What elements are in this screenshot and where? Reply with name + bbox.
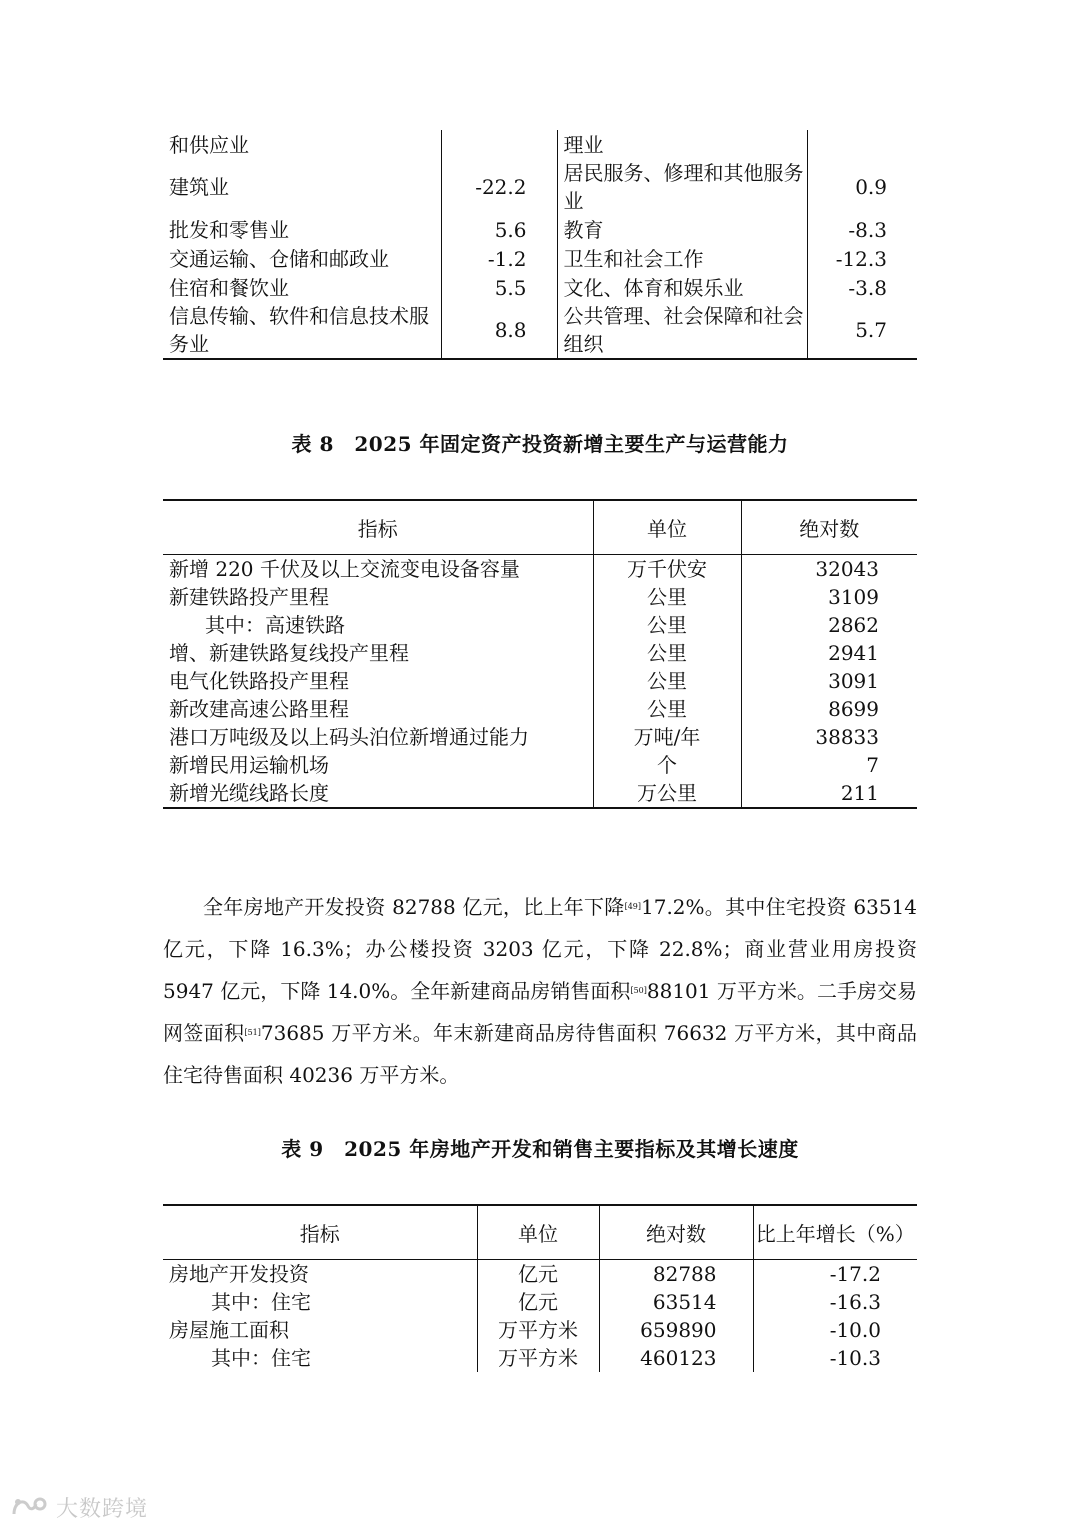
- paragraph-text: 全年房地产开发投资 82788 亿元，比上年下降: [203, 895, 625, 919]
- table8: [163, 499, 917, 809]
- absolute-value: 7: [866, 753, 879, 777]
- unit: 亿元: [477, 1288, 599, 1316]
- industry-name: 公共管理、社会保障和社会组织: [557, 302, 807, 359]
- table-row: [163, 273, 917, 302]
- unit: 公里: [593, 583, 741, 611]
- growth-value: 5.7: [807, 302, 917, 359]
- growth-value: -3.8: [848, 275, 887, 300]
- table-row: [163, 779, 917, 808]
- absolute-value: 2941: [828, 641, 879, 665]
- column-header: 单位: [593, 500, 741, 555]
- growth-value: -22.2: [441, 159, 557, 215]
- indicator-name: 其中：住宅: [163, 1288, 477, 1316]
- industry-name: 交通运输、仓储和邮政业: [163, 244, 441, 273]
- absolute-value: 38833: [815, 725, 879, 749]
- watermark: [10, 1492, 148, 1522]
- indicator-name: 新建铁路投产里程: [163, 583, 593, 611]
- indicator-name: 新增光缆线路长度: [163, 779, 593, 808]
- table-row: [163, 159, 917, 215]
- table-row: [163, 244, 917, 273]
- footnote-ref[interactable]: [50]: [630, 986, 647, 995]
- unit: 公里: [593, 667, 741, 695]
- growth-value: [807, 130, 917, 159]
- watermark-logo-icon: [10, 1494, 50, 1520]
- paragraph-text: 17.2%。其中住宅投资 63514 亿元，下降 16.3%；办公楼投资 3203 亿元，下降 22.8%；商业营业用房投资 5947 亿元，下降 14.0%。全年新建商品房销售面积: [163, 895, 917, 1003]
- indicator-name: 港口万吨级及以上码头泊位新增通过能力: [163, 723, 593, 751]
- industry-name: 信息传输、软件和信息技术服务业: [163, 302, 441, 359]
- growth-value: 8.8: [441, 302, 557, 359]
- table-row: [163, 555, 917, 584]
- unit: 万平方米: [477, 1316, 599, 1344]
- absolute-value: 8699: [828, 697, 879, 721]
- indicator-name: 其中：住宅: [163, 1344, 477, 1372]
- growth-value: -1.2: [441, 244, 557, 273]
- table-row: [163, 751, 917, 779]
- column-header: 绝对数: [599, 1205, 753, 1260]
- absolute-value: 659890: [599, 1316, 753, 1344]
- column-header: 比上年增长（%）: [753, 1205, 917, 1260]
- growth-value: -17.2: [829, 1262, 881, 1286]
- indicator-name: 新改建高速公路里程: [163, 695, 593, 723]
- body-paragraph: [163, 886, 917, 1096]
- table-row: [163, 1344, 917, 1372]
- growth-value: [441, 130, 557, 159]
- column-header: 单位: [477, 1205, 599, 1260]
- continuation-table: [163, 130, 917, 360]
- growth-value: 5.6: [441, 215, 557, 244]
- industry-name: 住宿和餐饮业: [163, 273, 441, 302]
- indicator-name: 电气化铁路投产里程: [163, 667, 593, 695]
- indicator-name: 其中：高速铁路: [163, 611, 593, 639]
- indicator-name: 房地产开发投资: [163, 1260, 477, 1289]
- table-header-row: [163, 1205, 917, 1260]
- growth-value: -8.3: [848, 217, 887, 242]
- industry-name: 居民服务、修理和其他服务业: [557, 159, 807, 215]
- industry-name: 和供应业: [163, 130, 441, 159]
- unit: 万公里: [593, 779, 741, 808]
- industry-name: 理业: [557, 130, 807, 159]
- unit: 公里: [593, 611, 741, 639]
- indicator-name: 新增 220 千伏及以上交流变电设备容量: [163, 555, 593, 584]
- growth-value: 0.9: [855, 175, 887, 199]
- unit: 万千伏安: [593, 555, 741, 584]
- unit: 公里: [593, 695, 741, 723]
- paragraph-text: 88101 万平方米。二手房交易网签面积: [163, 979, 918, 1045]
- unit: 公里: [593, 639, 741, 667]
- footnote-ref[interactable]: [51]: [244, 1028, 261, 1037]
- absolute-value: 3091: [828, 669, 879, 693]
- growth-value: -10.3: [829, 1346, 881, 1370]
- unit: 万平方米: [477, 1344, 599, 1372]
- growth-value: -12.3: [835, 246, 887, 271]
- table-row: [163, 611, 917, 639]
- industry-name: 文化、体育和娱乐业: [557, 273, 807, 302]
- industry-name: 教育: [557, 215, 807, 244]
- industry-name: 批发和零售业: [163, 215, 441, 244]
- absolute-value: 32043: [815, 557, 879, 581]
- unit: 亿元: [477, 1260, 599, 1289]
- absolute-value: 211: [741, 779, 917, 808]
- table9-caption: 表 9 2025 年房地产开发和销售主要指标及其增长速度: [281, 1137, 799, 1161]
- column-header: 绝对数: [741, 500, 917, 555]
- table-row: [163, 639, 917, 667]
- table-row: [163, 215, 917, 244]
- table-row: [163, 302, 917, 359]
- table-row: [163, 1260, 917, 1289]
- growth-value: 5.5: [441, 273, 557, 302]
- table9: [163, 1204, 917, 1372]
- table-row: [163, 667, 917, 695]
- indicator-name: 新增民用运输机场: [163, 751, 593, 779]
- table-row: [163, 1288, 917, 1316]
- table-row: [163, 130, 917, 159]
- unit: 万吨/年: [593, 723, 741, 751]
- indicator-name: 房屋施工面积: [163, 1316, 477, 1344]
- absolute-value: 63514: [599, 1288, 753, 1316]
- paragraph-text: 73685 万平方米。年末新建商品房待售面积 76632 万平方米，其中商品住宅待售面积 40236 万平方米。: [163, 1021, 917, 1087]
- column-header: 指标: [163, 500, 593, 555]
- footnote-ref[interactable]: [49]: [624, 902, 641, 911]
- industry-name: 建筑业: [163, 159, 441, 215]
- indicator-name: 增、新建铁路复线投产里程: [163, 639, 593, 667]
- absolute-value: 82788: [599, 1260, 753, 1289]
- growth-value: -10.0: [829, 1318, 881, 1342]
- table8-caption: 表 8 2025 年固定资产投资新增主要生产与运营能力: [291, 432, 789, 456]
- table-row: [163, 695, 917, 723]
- column-header: 指标: [163, 1205, 477, 1260]
- industry-name: 卫生和社会工作: [557, 244, 807, 273]
- growth-value: -16.3: [829, 1290, 881, 1314]
- table-row: [163, 1316, 917, 1344]
- absolute-value: 3109: [828, 585, 879, 609]
- table-row: [163, 583, 917, 611]
- unit: 个: [593, 751, 741, 779]
- table-header-row: [163, 500, 917, 555]
- table-row: [163, 723, 917, 751]
- watermark-text: 大数跨境: [56, 1496, 149, 1522]
- absolute-value: 460123: [599, 1344, 753, 1372]
- absolute-value: 2862: [828, 613, 879, 637]
